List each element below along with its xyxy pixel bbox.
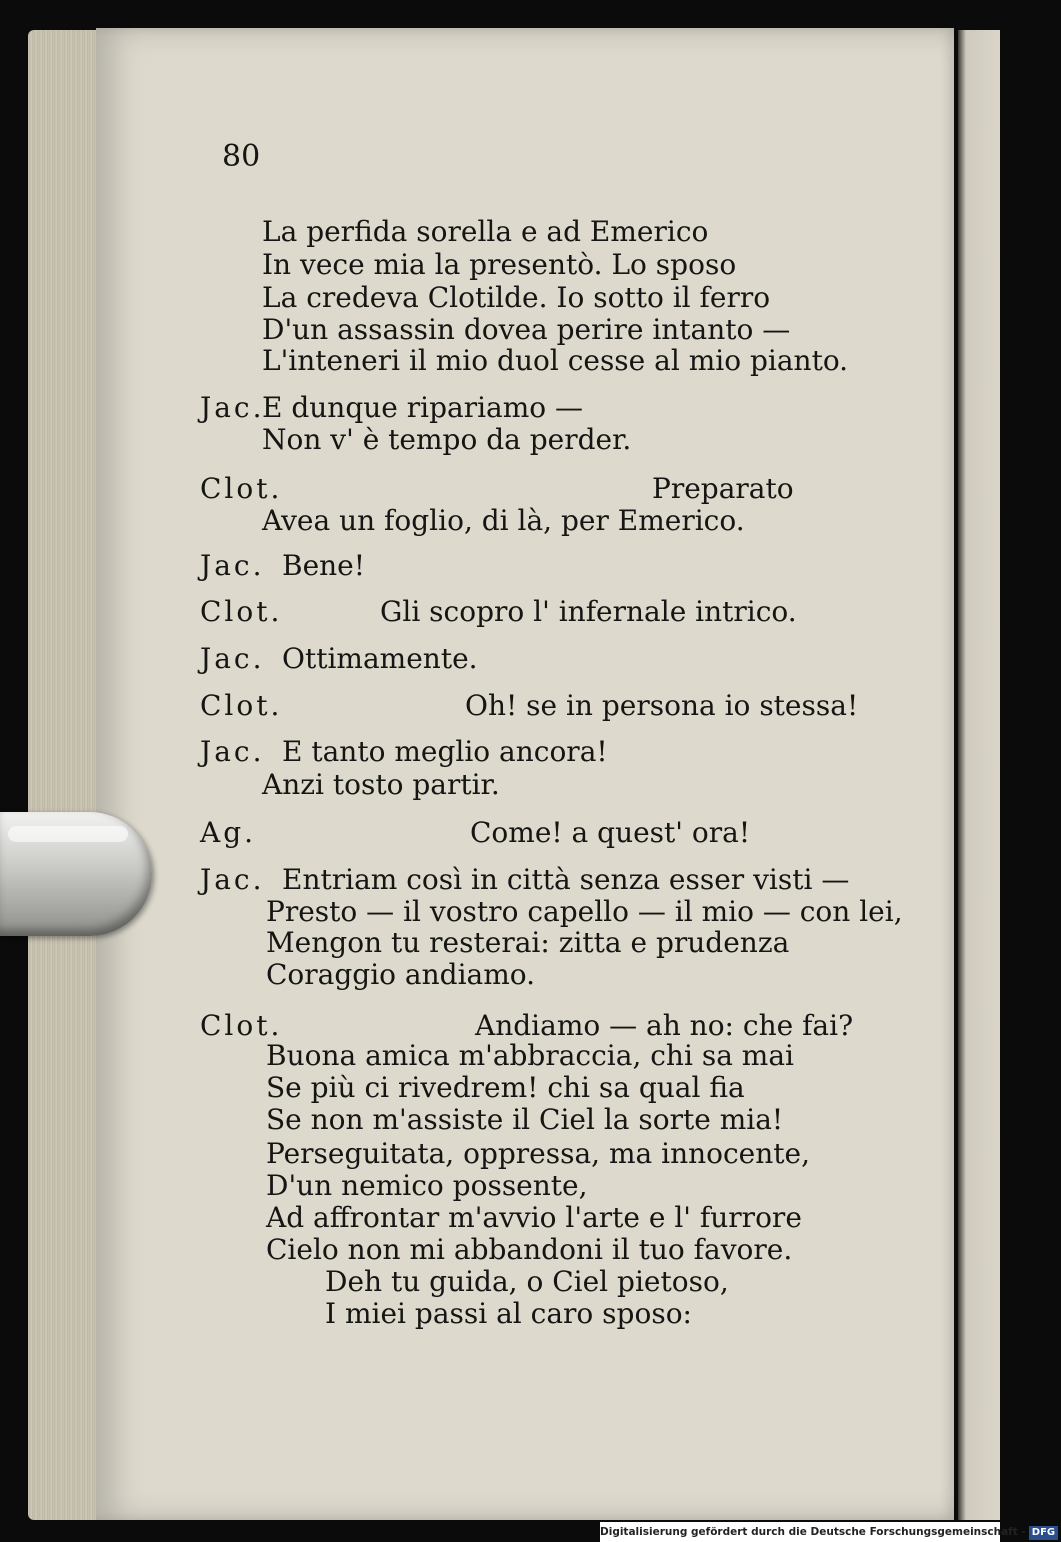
verse-line: La credeva Clotilde. Io sotto il ferro: [262, 281, 771, 314]
page-number: 80: [222, 139, 261, 174]
verse-line: Entriam così in città senza esser visti —: [282, 863, 850, 896]
speaker-label: Clot.: [200, 689, 283, 722]
verse-line: E dunque ripariamo —: [262, 391, 584, 424]
digitization-footer: [600, 1522, 1056, 1542]
verse-line: Se non m'assiste il Ciel la sorte mia!: [266, 1103, 784, 1136]
speaker-label: Clot.: [200, 1009, 283, 1042]
speaker-label: Ag.: [200, 816, 257, 849]
verse-line: Ottimamente.: [282, 642, 478, 675]
speaker-label: Jac.: [200, 642, 265, 675]
verse-line: Andiamo — ah no: che fai?: [475, 1009, 854, 1042]
verse-line: Ad affrontar m'avvio l'arte e l' furrore: [266, 1201, 802, 1234]
verse-line: D'un nemico possente,: [266, 1169, 588, 1202]
verse-line: In vece mia la presentò. Lo sposo: [262, 248, 737, 281]
speaker-label: Jac.: [200, 391, 265, 424]
facing-page-edge: [958, 30, 1000, 1520]
verse-line: Buona amica m'abbraccia, chi sa mai: [266, 1039, 794, 1072]
speaker-label: Jac.: [200, 735, 265, 768]
verse-line: Mengon tu resterai: zitta e prudenza: [266, 926, 790, 959]
verse-line: Deh tu guida, o Ciel pietoso,: [325, 1265, 729, 1298]
page-clamp-highlight: [8, 826, 128, 842]
verse-line: Perseguitata, oppressa, ma innocente,: [266, 1137, 811, 1170]
verse-line: Anzi tosto partir.: [262, 768, 500, 801]
verse-line: Oh! se in persona io stessa!: [465, 689, 859, 722]
verse-line: Presto — il vostro capello — il mio — con lei,: [266, 895, 903, 928]
speaker-label: Jac.: [200, 549, 265, 582]
verse-line: La perfida sorella e ad Emerico: [262, 215, 709, 248]
dfg-logo: DFG: [1029, 1526, 1058, 1540]
verse-line: Gli scopro l' infernale intrico.: [380, 595, 797, 628]
verse-line: Bene!: [282, 549, 366, 582]
verse-line: Come! a quest' ora!: [470, 816, 751, 849]
verse-line: D'un assassin dovea perire intanto —: [262, 313, 791, 346]
verse-line: Coraggio andiamo.: [266, 958, 536, 991]
verse-line: I miei passi al caro sposo:: [325, 1297, 692, 1330]
speaker-label: Clot.: [200, 472, 283, 505]
verse-line: Se più ci rivedrem! chi sa qual fia: [266, 1071, 745, 1104]
footer-credit-text: Digitalisierung gefördert durch die Deutsche Forschungsgemeinschaft -: [600, 1526, 1026, 1538]
verse-line: L'inteneri il mio duol cesse al mio pianto.: [262, 344, 849, 377]
verse-line: Cielo non mi abbandoni il tuo favore.: [266, 1233, 793, 1266]
verse-line: E tanto meglio ancora!: [282, 735, 608, 768]
verse-line: Non v' è tempo da perder.: [262, 423, 632, 456]
verse-line: Avea un foglio, di là, per Emerico.: [262, 504, 745, 537]
speaker-label: Jac.: [200, 863, 265, 896]
speaker-label: Clot.: [200, 595, 283, 628]
verse-line: Preparato: [652, 472, 794, 505]
